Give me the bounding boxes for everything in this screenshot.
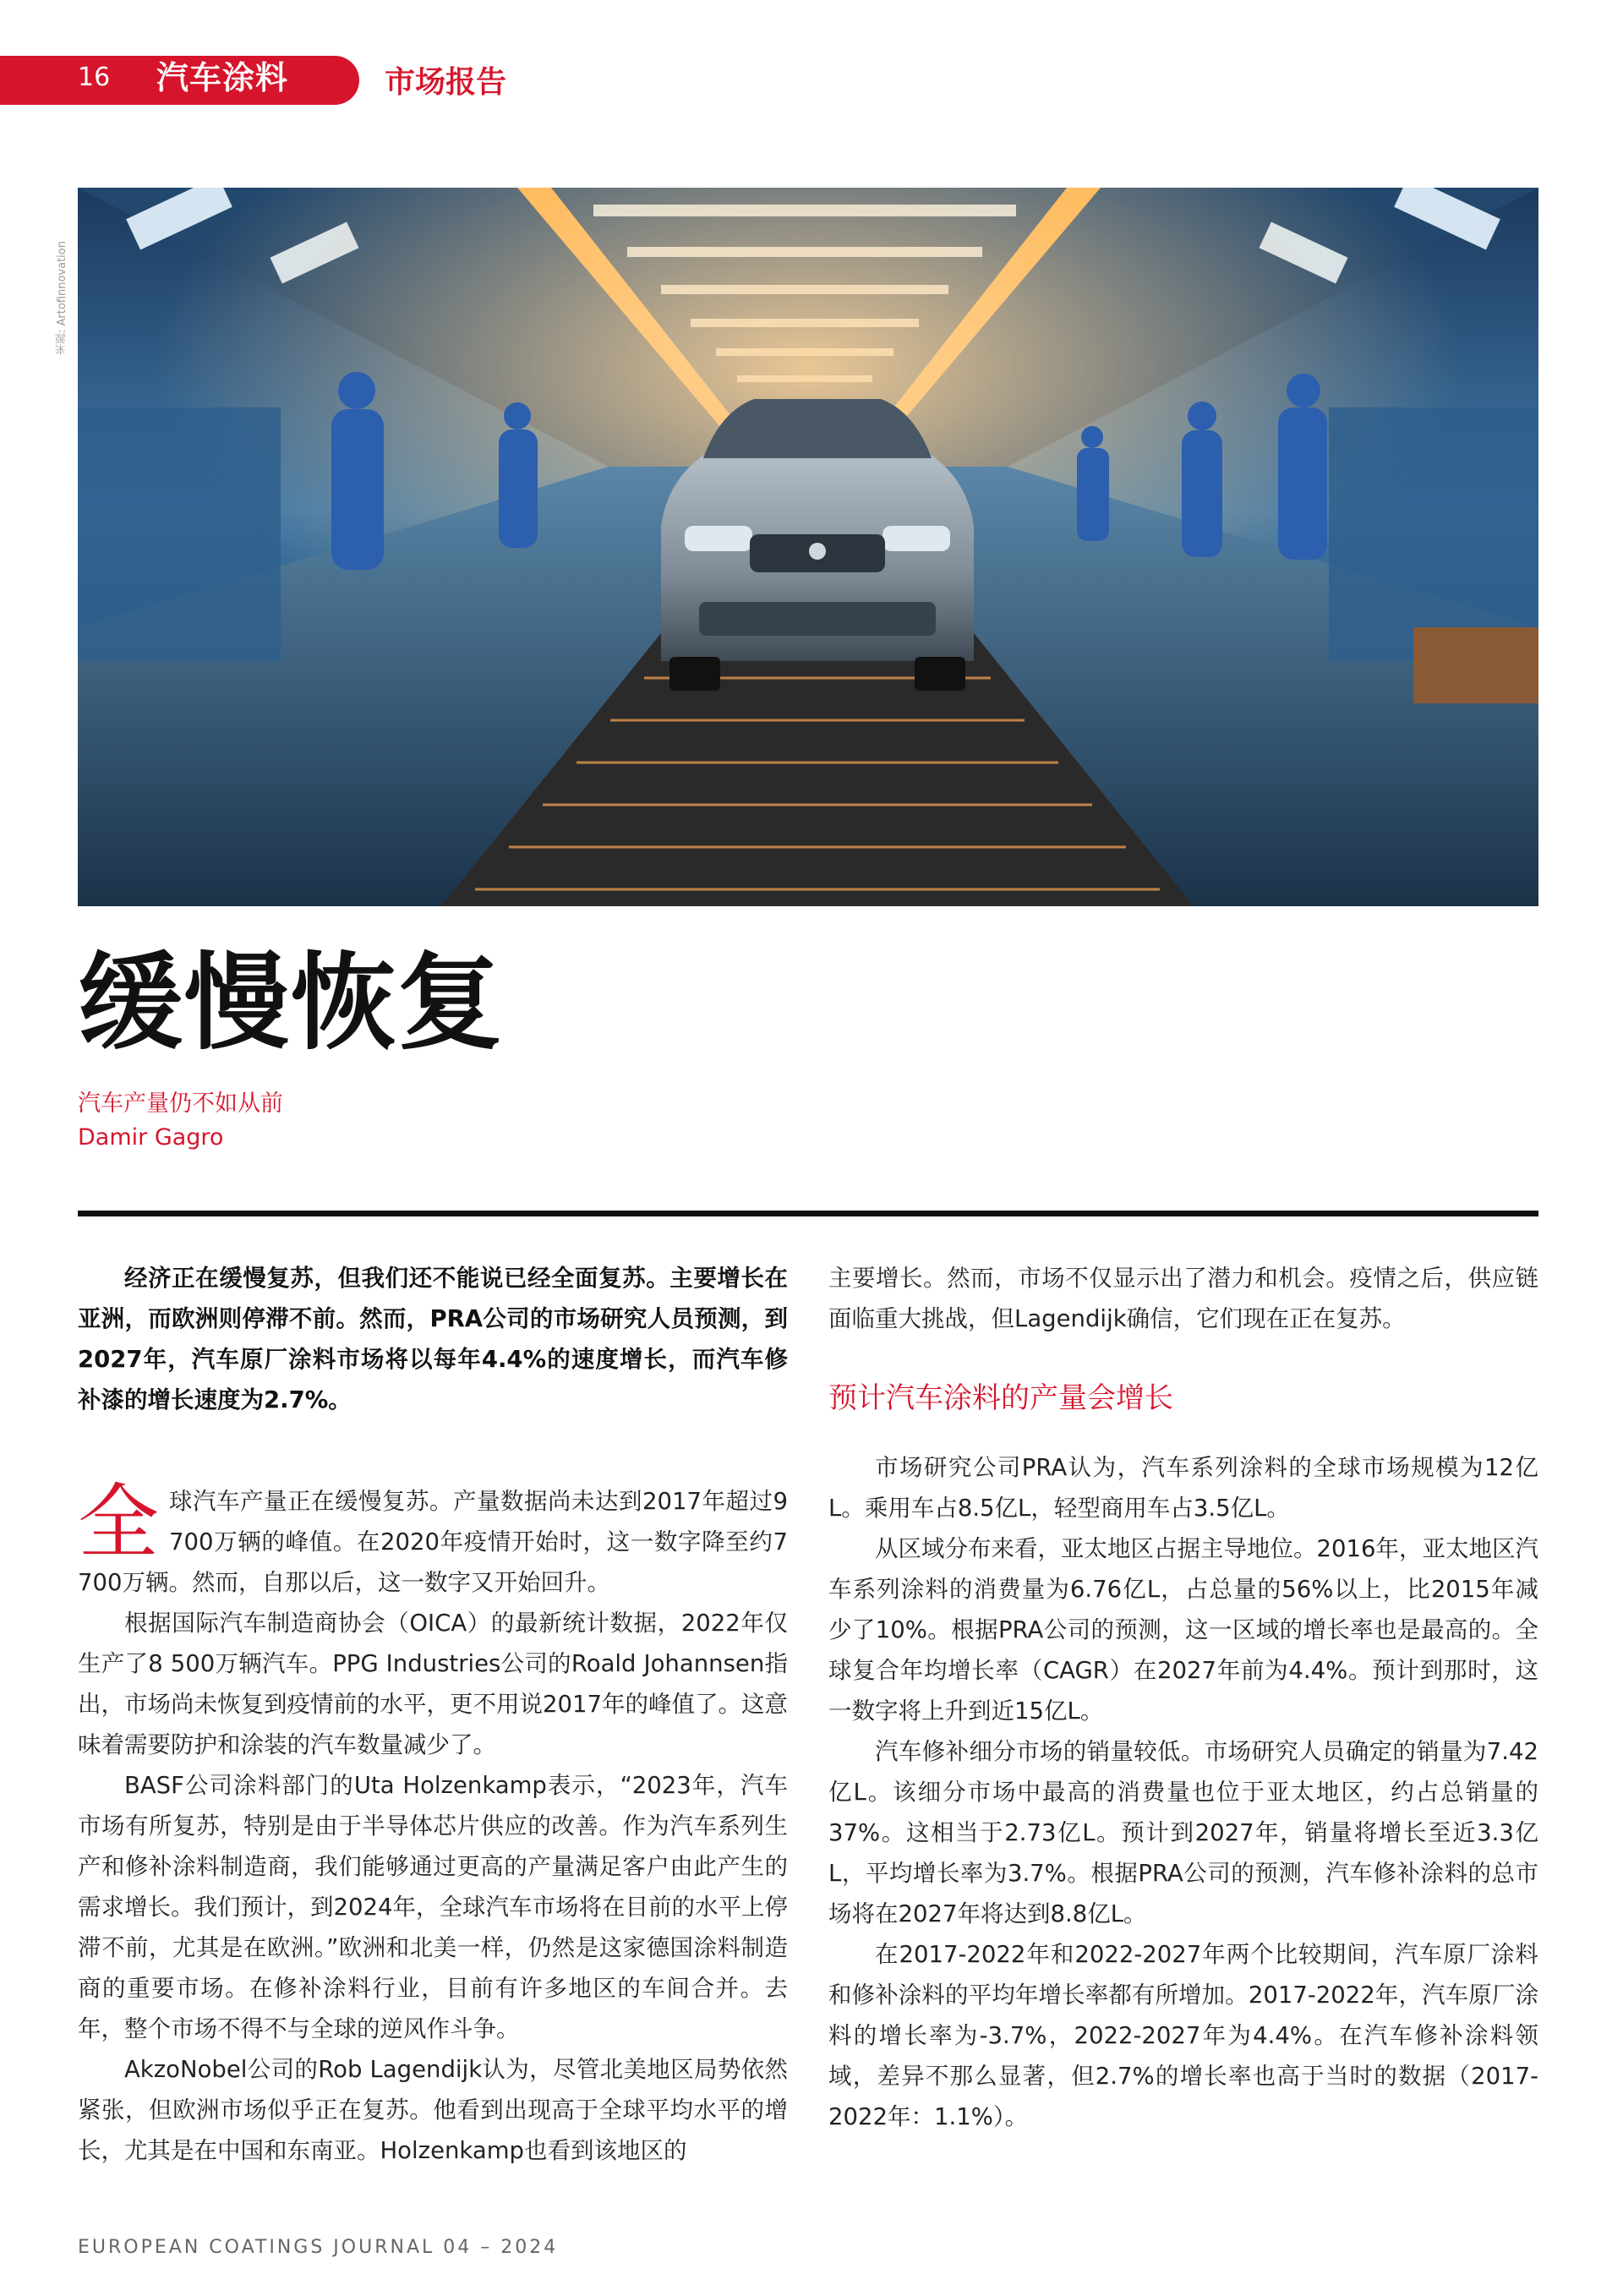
page-number: 16: [78, 63, 111, 92]
paragraph: 根据国际汽车制造商协会（OICA）的最新统计数据，2022年仅生产了8 500万辆汽车。PPG Industries公司的Roald Johannsen指出，市场尚未恢复到疫情前的水平，更不用说2017年的峰值了。这意味着需要防护和涂装的汽车数量减少了。: [78, 1610, 788, 1758]
hero-image: [78, 188, 1538, 906]
image-credit: 来源: Artofinnovation: [56, 241, 68, 355]
section-title: 汽车涂料: [156, 59, 289, 96]
paragraph: 汽车修补细分市场的销量较低。市场研究人员确定的销量为7.42亿L。该细分市场中最高的消费量也位于亚太地区，约占总销量的37%。这相当于2.73亿L。预计到2027年，销量将增长至近3.3亿L，平均增长率为3.7%。根据PRA公司的预测，汽车修补涂料的总市场将在2027年将达到8.8亿L。: [828, 1738, 1538, 1927]
section-subheading: 预计汽车涂料的产量会增长: [828, 1381, 1173, 1415]
article-subtitle: 汽车产量仍不如从前: [78, 1091, 283, 1117]
paragraph: BASF公司涂料部门的Uta Holzenkamp表示，“2023年，汽车市场有所复苏，特别是由于半导体芯片供应的改善。作为汽车系列生产和修补涂料制造商，我们能够通过更高的产量满足客户由此产生的需求增长。我们预计，到2024年，全球汽车市场将在目前的水平上停滞不前，尤其是在欧洲。”欧洲和北美一样，仍然是这家德国涂料制造商的重要市场。在修补涂料行业，目前有许多地区的车间合并。去年，整个市场不得不与全球的逆风作斗争。: [78, 1772, 788, 2042]
article-title: 缓慢恢复: [78, 943, 505, 1064]
divider: [78, 1211, 1538, 1216]
paragraph: [78, 1475, 788, 1603]
paragraph: AkzoNobel公司的Rob Lagendijk认为，尽管北美地区局势依然紧张，但欧洲市场似乎正在复苏。他看到出现高于全球平均水平的增长，尤其是在中国和东南亚。Holzenkamp也看到该地区的: [78, 2056, 788, 2164]
paragraph: 在2017-2022年和2022-2027年两个比较期间，汽车原厂涂料和修补涂料的平均年增长率都有所增加。2017-2022年，汽车原厂涂料的增长率为-3.7%，2022-2027年为4.4%。在汽车修补涂料领域，差异不那么显著，但2.7%的增长率也高于当时的数据（2017-2022年：1.1%）。: [828, 1941, 1538, 2130]
left-column: [78, 1258, 788, 2171]
section-tag: 市场报告: [385, 65, 507, 100]
lead-paragraph: 经济正在缓慢复苏，但我们还不能说已经全面复苏。主要增长在亚洲，而欧洲则停滞不前。然而，PRA公司的市场研究人员预测，到2027年，汽车原厂涂料市场将以每年4.4%的速度增长，而汽车修补漆的增长速度为2.7%。: [78, 1265, 788, 1413]
drop-cap: 全: [78, 1475, 159, 1570]
journal-footer: EUROPEAN COATINGS JOURNAL 04 – 2024: [78, 2237, 559, 2258]
paragraph: 市场研究公司PRA认为，汽车系列涂料的全球市场规模为12亿L。乘用车占8.5亿L，轻型商用车占3.5亿L。: [828, 1454, 1538, 1522]
article-author: Damir Gagro: [78, 1124, 224, 1151]
paragraph-text: 球汽车产量正在缓慢复苏。产量数据尚未达到2017年超过9 700万辆的峰值。在2020年疫情开始时，这一数字降至约7 700万辆。然而，自那以后，这一数字又开始回升。: [78, 1488, 788, 1596]
paragraph: 从区域分布来看，亚太地区占据主导地位。2016年，亚太地区汽车系列涂料的消费量为6.76亿L，占总量的56%以上，比2015年减少了10%。根据PRA公司的预测，这一区域的增长率也是最高的。全球复合年均增长率（CAGR）在2027年前为4.4%。预计到那时，这一数字将上升到近15亿L。: [828, 1535, 1538, 1725]
paragraph-continuation: 主要增长。然而，市场不仅显示出了潜力和机会。疫情之后，供应链面临重大挑战，但Lagendijk确信，它们现在正在复苏。: [828, 1265, 1538, 1332]
right-column: [828, 1258, 1538, 2137]
